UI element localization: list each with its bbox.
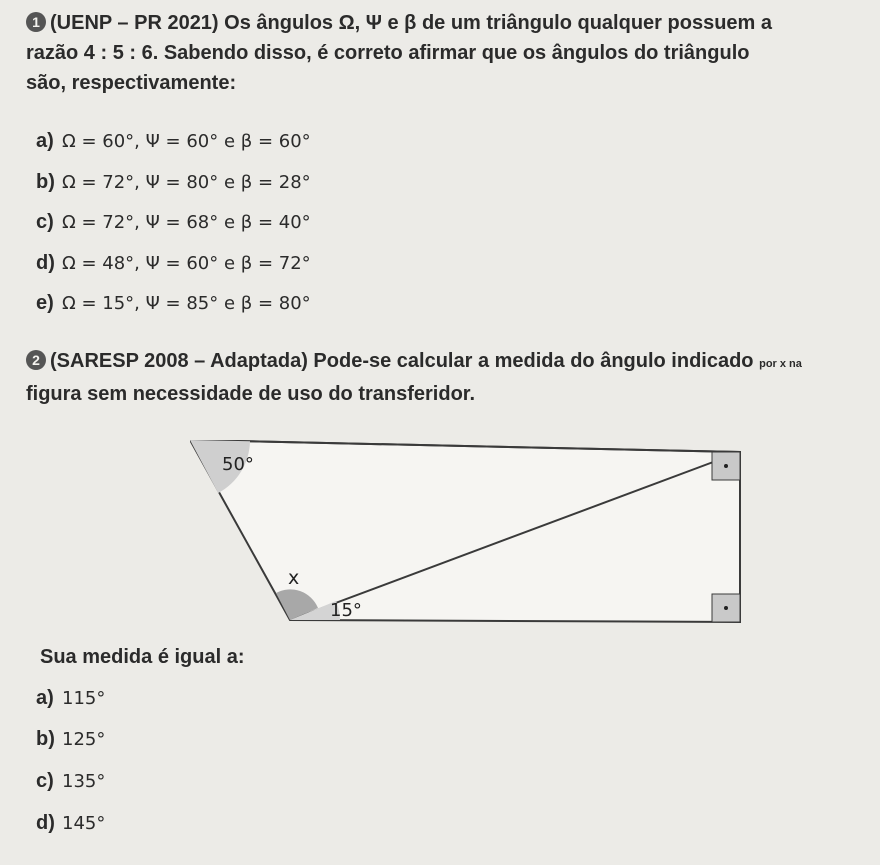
option-letter: b) (36, 171, 55, 193)
option-text: Ω = 48°, Ψ = 60° e β = 72° (62, 253, 311, 274)
question-1-statement (26, 8, 866, 98)
option-text: 135° (62, 771, 106, 792)
option-text: 115° (62, 688, 106, 709)
question-2-option-a[interactable] (36, 687, 105, 710)
question-2-statement (26, 346, 866, 409)
angle-label-15: 15° (330, 600, 362, 621)
option-text: 145° (62, 813, 106, 834)
question-2-option-b[interactable] (36, 728, 105, 751)
question-1-option-c[interactable] (36, 211, 311, 234)
option-text: Ω = 60°, Ψ = 60° e β = 60° (62, 131, 311, 152)
question-2-option-c[interactable] (36, 770, 105, 793)
geometry-figure (190, 440, 750, 640)
question-1-option-b[interactable] (36, 171, 311, 194)
question-1-number-badge: 1 (26, 12, 46, 32)
option-letter: e) (36, 292, 54, 314)
option-text: Ω = 15°, Ψ = 85° e β = 80° (62, 293, 311, 314)
question-1-line-1 (26, 8, 866, 38)
question-1-line-2: razão 4 : 5 : 6. Sabendo disso, é correto afirmar que os ângulos do triângulo (26, 42, 750, 64)
question-2-text-1: (SARESP 2008 – Adaptada) Pode-se calcular a medida do ângulo indicado (50, 350, 754, 372)
angle-label-x: x (288, 567, 300, 589)
question-2-option-d[interactable] (36, 812, 105, 835)
option-letter: d) (36, 812, 55, 834)
option-text: Ω = 72°, Ψ = 68° e β = 40° (62, 212, 311, 233)
angle-label-50: 50° (222, 454, 254, 475)
option-letter: b) (36, 728, 55, 750)
question-1-text-1: (UENP – PR 2021) Os ângulos Ω, Ψ e β de um triângulo qualquer possuem a (50, 12, 772, 34)
option-letter: c) (36, 770, 54, 792)
right-angle-dot-top (724, 464, 728, 468)
option-letter: c) (36, 211, 54, 233)
question-2-line-2: figura sem necessidade de uso do transferidor. (26, 383, 476, 405)
option-letter: d) (36, 252, 55, 274)
right-angle-dot-bottom (724, 606, 728, 610)
question-2-text-1-small: por x na (759, 358, 802, 370)
question-2-number-badge: 2 (26, 350, 46, 370)
question-1-option-e[interactable] (36, 292, 311, 315)
question-2-line-1 (26, 346, 866, 379)
option-text: 125° (62, 729, 106, 750)
question-1-option-a[interactable] (36, 130, 311, 153)
option-letter: a) (36, 130, 54, 152)
trapezoid-outline (190, 440, 740, 622)
question-2-prompt: Sua medida é igual a: (40, 646, 245, 668)
question-1-line-3: são, respectivamente: (26, 72, 237, 94)
question-1-option-d[interactable] (36, 252, 311, 275)
option-letter: a) (36, 687, 54, 709)
option-text: Ω = 72°, Ψ = 80° e β = 28° (62, 172, 311, 193)
